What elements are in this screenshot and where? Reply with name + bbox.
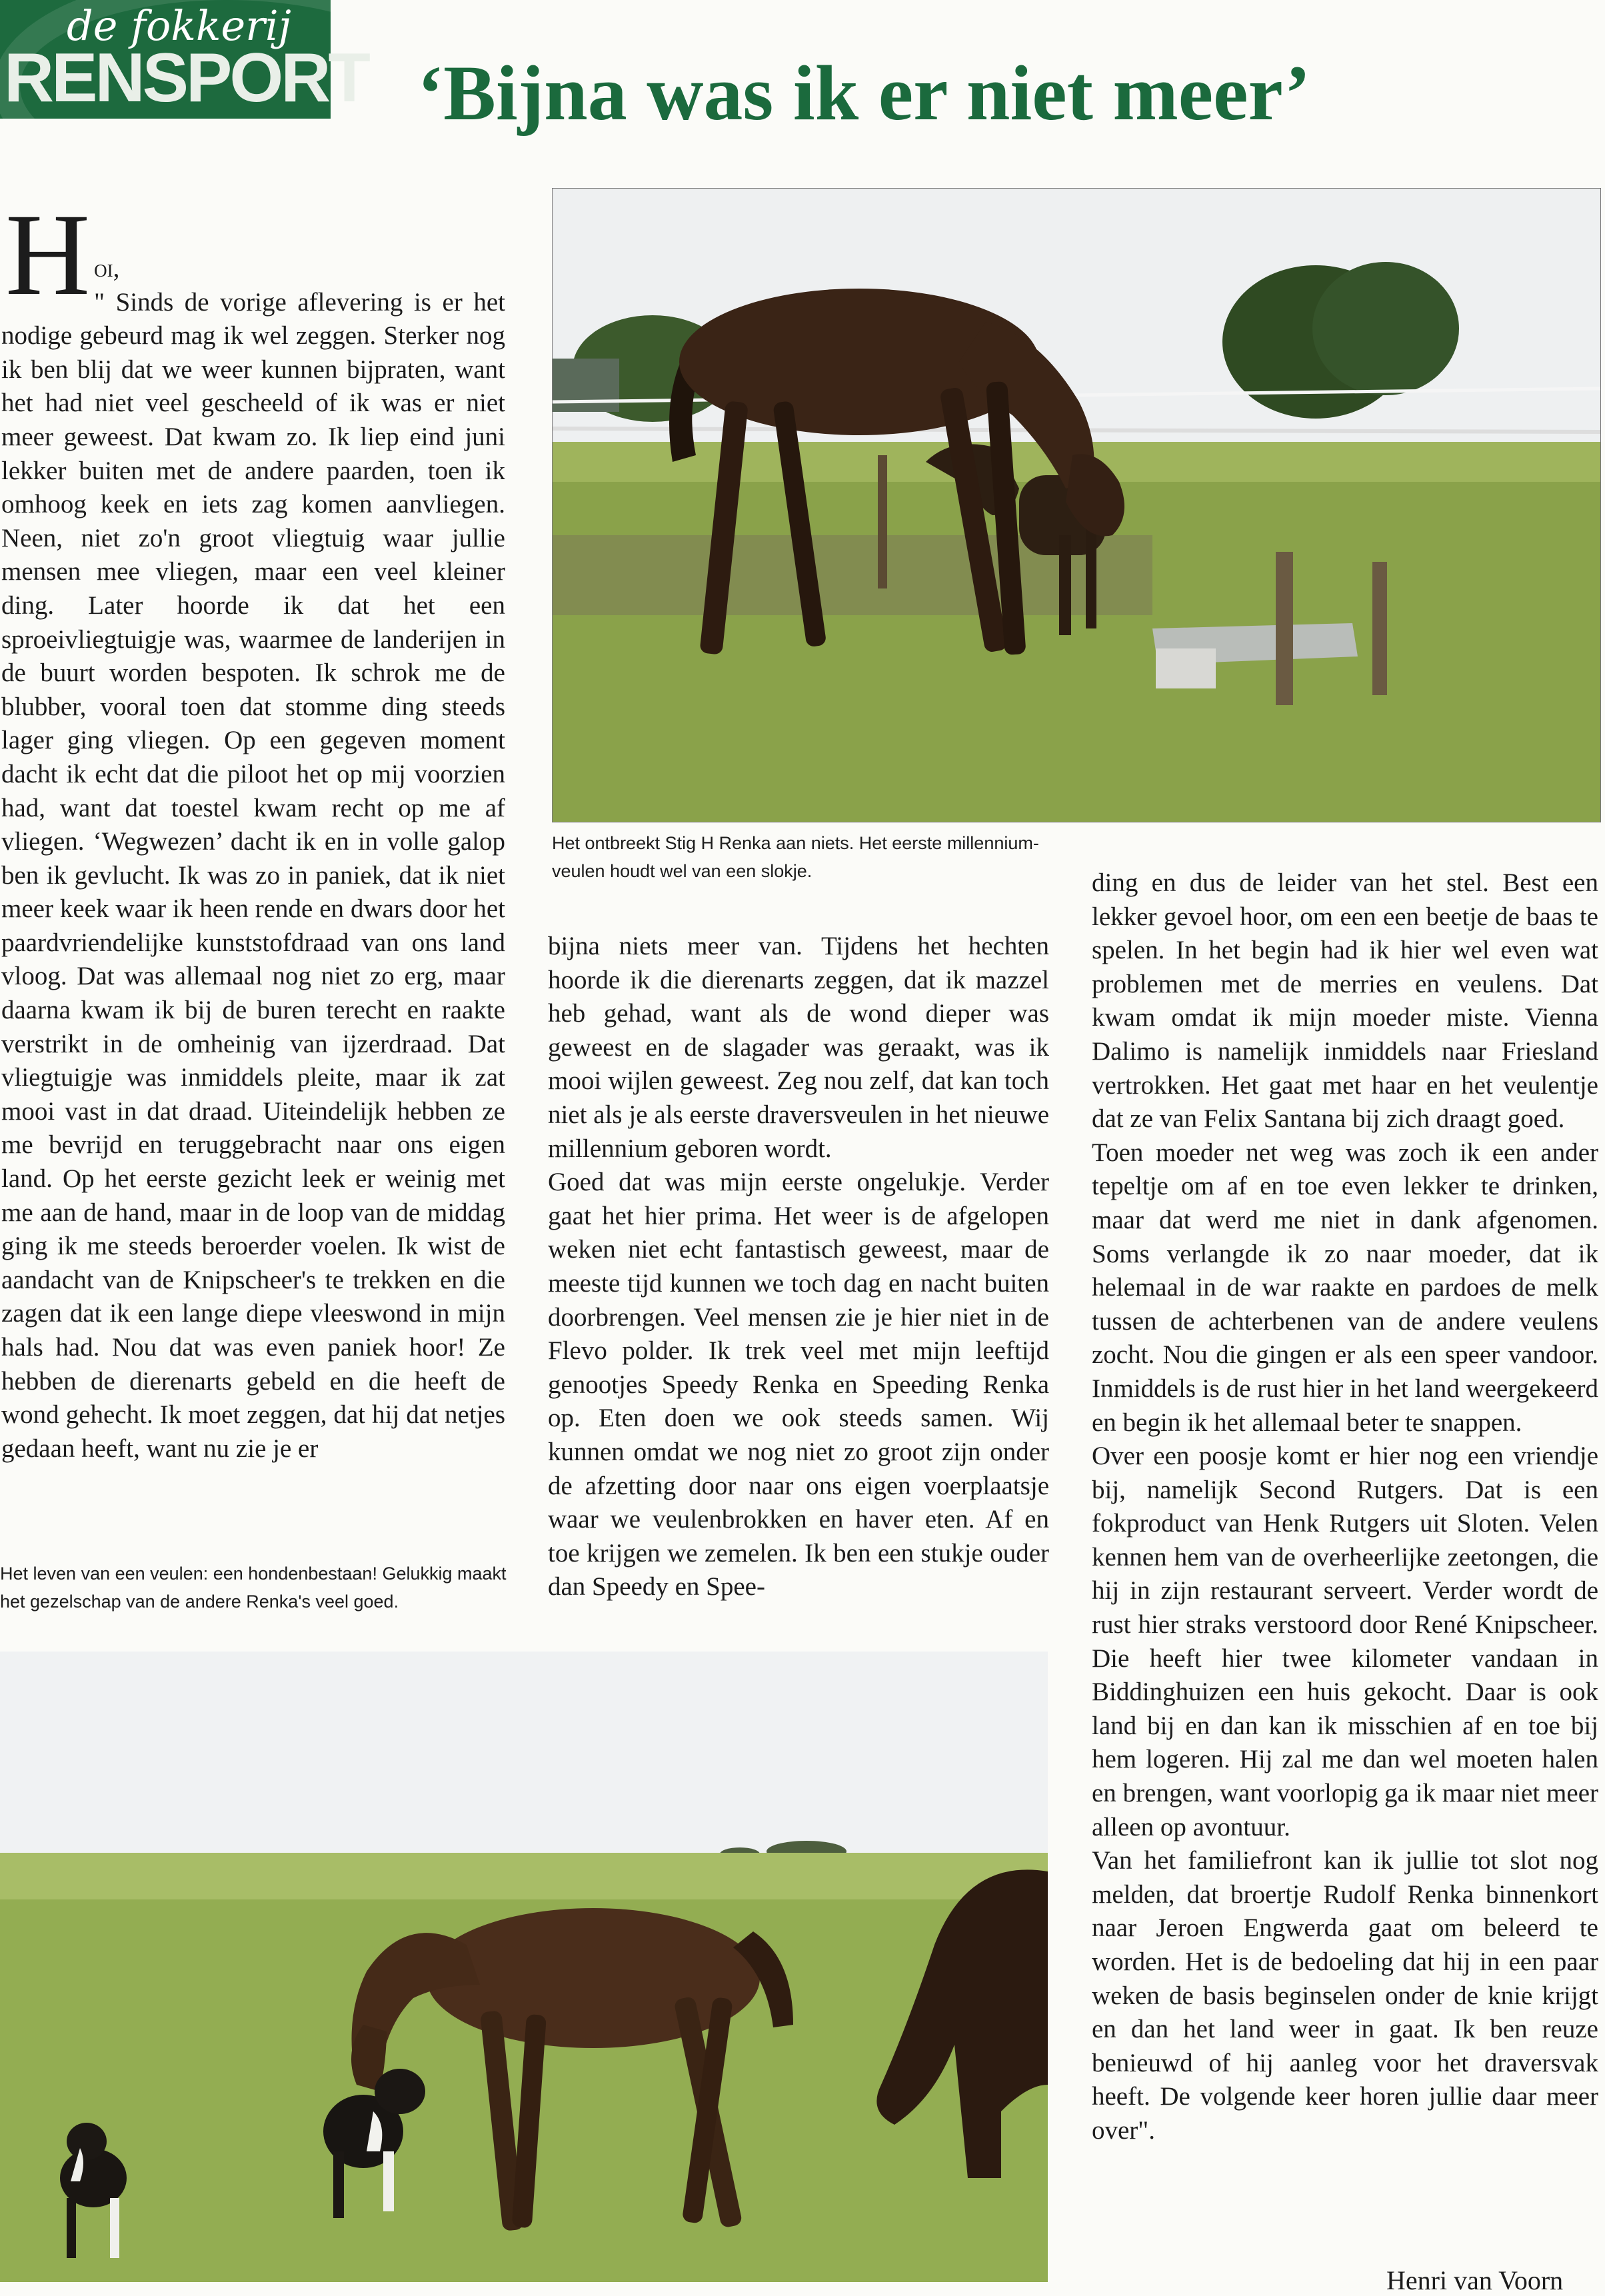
article-paragraph: Goed dat was mijn eerste ongelukje. Verder gaat het hier prima. Het weer is de afgelopen weken niet echt fantastisch geweest, maar de meeste tijd kunnen we toch dag en nacht buiten doorbrengen. Veel mensen zie je hier niet in de Flevo polder. Ik trek veel met mijn leeftijd genootjes Speedy Renka en Speeding Renka op. Eten doen we ook steeds samen. Wij kunnen omdat we nog niet zo groot zijn onder de afzetting door naar ons eigen voerplaatsje waar we veulenbrokken en haver eten. Af en toe krijgen we zemelen. Ik ben een stukje ouder dan Speedy en Spee- [548, 1168, 1049, 1602]
photo-foal-drinking-illustration [553, 189, 1600, 822]
section-masthead [0, 0, 368, 119]
author-byline: Henri van Voorn [1386, 2265, 1564, 2295]
caption-photo-bottom: Het leven van een veulen: een hondenbestaan! Gelukkig maakt het gezelschap van de andere Renka's veel goed. [0, 1564, 507, 1612]
article-paragraph: bijna niets meer van. Tijdens het hechten hoorde ik die dierenarts zeggen, dat ik mazzel heb gehad, want als de wond dieper was geweest en de slagader was geraakt, was ik mooi wijlen geweest. Zeg nou zelf, dat kan toch niet als je als eerste draversveulen in het nieuwe millennium geboren wordt. [548, 932, 1049, 1163]
magazine-name: RENSPORT [4, 39, 368, 117]
photo-foal-with-dogs [0, 1652, 1048, 2282]
article-paragraph: Over een poosje komt er hier nog een vriendje bij, namelijk Second Rutgers. Dat is een fokproduct van Henk Rutgers uit Sloten. Velen kennen hem van de overheerlijke zeetongen, die hij in zijn restaurant serveert. Verder wordt de rust hier straks verstoord door René Knipscheer. Die heeft hier twee kilometer vandaan in Biddinghuizen een huis gekocht. Daar is ook land bij en dan kan ik misschien af en toe bij hem logeren. Hij zal me dan wel moeten halen en brengen, want voorlopig ga ik maar niet meer alleen op avontuur. [1092, 1442, 1598, 1841]
article-paragraph: " Sinds de vorige aflevering is er het nodige gebeurd mag ik wel zeggen. Sterker nog ik ben blij dat we weer kunnen bijpraten, want het had niet veel gescheeld of ik was er niet meer geweest. Dat kwam zo. Ik liep eind juni lekker buiten met de andere paarden, toen ik omhoog keek en iets zag komen aanvliegen. Neen, niet zo'n groot vliegtuig waar jullie mensen mee vliegen, maar een veel kleiner ding. Later hoorde ik dat het een sproeivliegtuigje was, waarmee de landerijen in de buurt worden bespoten. Ik schrok me de blubber, vooral toen dat stomme ding steeds lager ging vliegen. Op een gegeven moment dacht ik echt dat die piloot het op mij voorzien had, want dat toestel kwam recht op me af vliegen. ‘Wegwezen’ dacht ik en in volle galop ben ik gevlucht. Ik was zo in paniek, dat ik niet meer keek waar ik heen rende en dwars door het paardvriendelijke kunststofdraad van ons land vloog. Dat was allemaal nog niet zo erg, maar daarna kwam ik bij de buren terecht en raakte verstrikt in de omheinig van ijzerdraad. Dat vliegtuigje was inmiddels pleite, maar ik zat mooi vast in dat draad. Uiteindelijk hebben ze me bevrijd en teruggebracht naar ons eigen land. Op het eerste gezicht leek er weinig met me aan de hand, maar in de loop van de middag ging ik me steeds beroerder voelen. Ik wist de aandacht van de Knipscheer's te trekken en die zagen dat ik een lange diepe vleeswond in mijn hals had. Nou dat was even paniek hoor! Ze hebben de dierenarts gebeld en die heeft de wond gehecht. Ik moet zeggen, dat hij dat netjes gedaan heeft, want nu zie je er [1, 287, 505, 1463]
article-paragraph: Toen moeder net weg was zoch ik een ander tepeltje om af en toe even lekker te drinken, maar dat werd me niet in dank afgenomen. Soms verlangde ik zo naar moeder, dat ik helemaal in de war raakte en pardoes de melk tussen de achterbenen van de andere veulens zocht. Nou die gingen er als een speer vandoor. Inmiddels is de rust hier in het land weergekeerd en begin ik het allemaal beter te snappen. [1092, 1138, 1598, 1437]
photo-foal-with-dogs-illustration [0, 1652, 1048, 2282]
article-column-right [1092, 866, 1598, 2148]
photo-foal-drinking [552, 188, 1601, 822]
article-column-middle [548, 930, 1049, 1604]
greeting: oi, [94, 254, 120, 283]
drop-cap: H [5, 190, 91, 320]
page-title: ‘Bijna was ik er niet meer’ [417, 49, 1311, 137]
section-label: de fokkerij [67, 1, 291, 50]
caption-photo-top: Het ontbreekt Stig H Renka aan niets. Het eerste millennium-veulen houdt wel van een slokje. [552, 833, 1039, 881]
article-column-left [1, 190, 505, 1466]
article-paragraph: Van het familiefront kan ik jullie tot slot nog melden, dat broertje Rudolf Renka binnenkort naar Jeroen Engwerda gaat om beleerd te worden. Het is de bedoeling dat hij in een paar weken de basis beginselen onder de knie krijgt en dan het land weer in gaat. Ik ben reuze benieuwd of hij aanleg voor het draversvak heeft. De volgende keer horen jullie daar meer over". [1092, 1846, 1598, 2145]
article-paragraph: ding en dus de leider van het stel. Best een lekker gevoel hoor, om een een beetje de baas te spelen. In het begin had ik hier wel even wat problemen met de merries en veulens. Dat kwam omdat ik mijn moeder miste. Vienna Dalimo is namelijk inmiddels naar Friesland vertrokken. Het gaat met haar en het veulentje dat ze van Felix Santana bij zich draagt goed. [1092, 868, 1598, 1134]
